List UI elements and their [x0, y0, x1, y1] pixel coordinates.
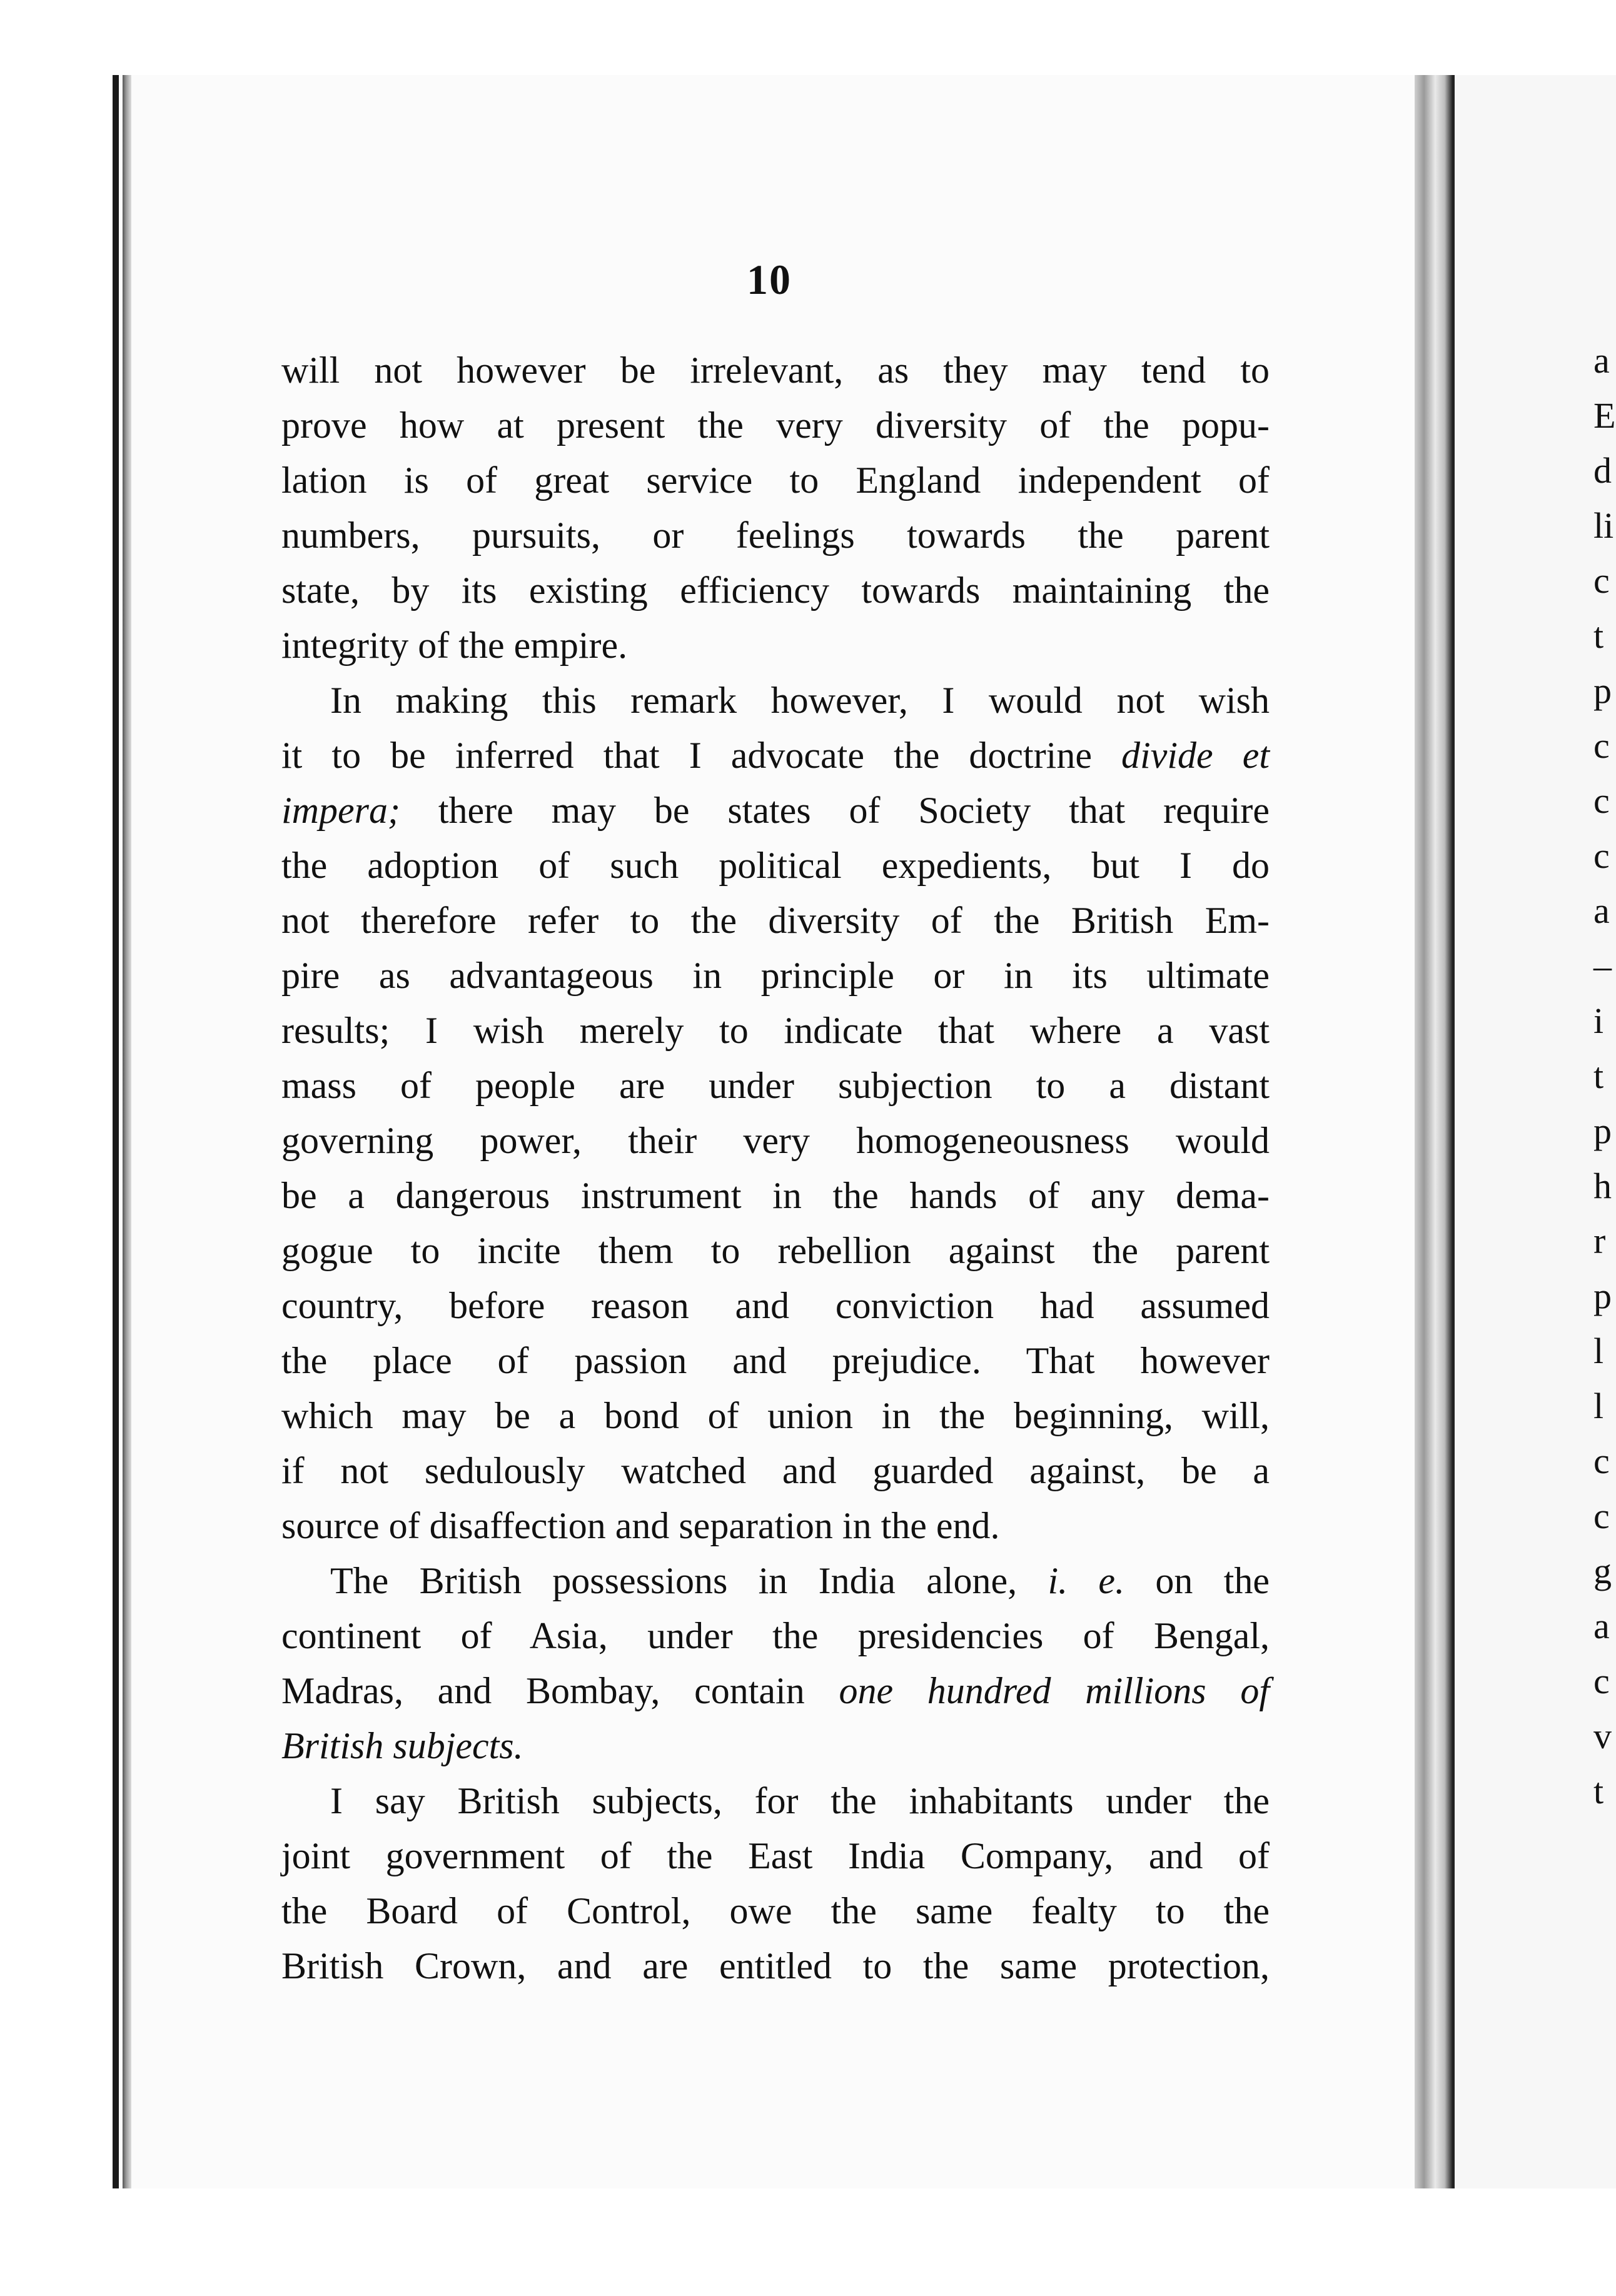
text-line: the adoption of such political expedients, but I do	[281, 845, 1270, 886]
text-line: numbers, pursuits, or feelings towards the parent	[281, 515, 1270, 556]
text-line: mass of people are under subjection to a distant	[281, 1065, 1270, 1106]
text-line	[281, 1663, 1270, 1718]
text-line	[281, 783, 1270, 838]
right-page-letter: l	[1593, 1386, 1604, 1426]
text-line: continent of Asia, under the presidencies of Bengal,	[281, 1615, 1270, 1656]
right-page-letter: i	[1593, 1000, 1604, 1041]
right-page-letter: c	[1593, 725, 1610, 766]
right-page-letter: l	[1593, 1331, 1604, 1371]
book-gutter	[1415, 75, 1452, 2188]
text-line: gogue to incite them to rebellion against the parent	[281, 1230, 1270, 1271]
text-line: state, by its existing efficiency towards maintaining the	[281, 570, 1270, 611]
text-line	[281, 1718, 1270, 1773]
text-line: results; I wish merely to indicate that where a vast	[281, 1010, 1270, 1051]
text-line: which may be a bond of union in the beginning, will,	[281, 1395, 1270, 1436]
right-page-letter: t	[1593, 1055, 1604, 1096]
right-page-letter: g	[1593, 1551, 1612, 1591]
text-line	[281, 728, 1270, 783]
page-number: 10	[747, 256, 792, 303]
text-line: if not sedulously watched and guarded against, be a	[281, 1450, 1270, 1491]
text-roman: The British possessions in India alone,	[330, 1560, 1018, 1601]
text-line: prove how at present the very diversity of the popu-	[281, 405, 1270, 446]
right-page-letter: a	[1593, 340, 1610, 381]
text-line: the place of passion and prejudice. That however	[281, 1340, 1270, 1381]
text-roman: there may be states of Society that require	[438, 790, 1270, 831]
right-page-letter: li	[1593, 505, 1614, 546]
text-line: will not however be irrelevant, as they may tend to	[281, 350, 1270, 391]
right-page-letter: t	[1593, 1771, 1604, 1811]
text-line: not therefore refer to the diversity of the British Em-	[281, 900, 1270, 941]
body-text	[281, 343, 1270, 1993]
text-line: be a dangerous instrument in the hands of any dema-	[281, 1175, 1270, 1216]
right-page-letter: d	[1593, 450, 1612, 491]
right-page-letter: t	[1593, 615, 1604, 656]
right-page-letter: a	[1593, 1606, 1610, 1646]
text-italic: British subjects.	[281, 1725, 523, 1766]
text-line: governing power, their very homogeneousness would	[281, 1120, 1270, 1161]
right-page-letter: c	[1593, 1661, 1610, 1701]
right-page-letter: E	[1593, 395, 1616, 436]
text-line: lation is of great service to England independent of	[281, 460, 1270, 501]
right-page-letter: p	[1593, 1110, 1612, 1151]
text-line	[281, 1553, 1270, 1608]
text-line: pire as advantageous in principle or in its ultimate	[281, 955, 1270, 996]
text-line: the Board of Control, owe the same fealty to the	[281, 1890, 1270, 1931]
right-page-letter: –	[1593, 945, 1612, 986]
text-line: In making this remark however, I would not wish	[330, 680, 1270, 721]
right-page-letter: r	[1593, 1221, 1606, 1261]
text-line: country, before reason and conviction had assumed	[281, 1285, 1270, 1326]
right-page-letter: c	[1593, 560, 1610, 601]
text-italic: one hundred millions of	[839, 1670, 1270, 1711]
right-page-letter: c	[1593, 1441, 1610, 1481]
text-line: source of disaffection and separation in the end.	[281, 1505, 1000, 1546]
right-page-letter: p	[1593, 670, 1612, 711]
right-page-letter: c	[1593, 835, 1610, 876]
right-page-letter: p	[1593, 1276, 1612, 1316]
text-roman: on the	[1155, 1560, 1270, 1601]
text-line: British Crown, and are entitled to the same protection,	[281, 1945, 1270, 1986]
text-roman: Madras, and Bombay, contain	[281, 1670, 805, 1711]
right-page-letter: v	[1593, 1716, 1612, 1756]
text-line: I say British subjects, for the inhabitants under the	[330, 1780, 1270, 1821]
text-line: integrity of the empire.	[281, 625, 628, 666]
text-line: joint government of the East India Company, and of	[281, 1835, 1270, 1876]
text-italic: i. e.	[1048, 1560, 1125, 1601]
right-page-fragment	[1452, 75, 1616, 2188]
text-italic: divide et	[1121, 735, 1270, 776]
text-roman: it to be inferred that I advocate the doctrine	[281, 735, 1092, 776]
right-page-letter: h	[1593, 1166, 1612, 1206]
right-page-letter: c	[1593, 780, 1610, 821]
right-page-letter: a	[1593, 890, 1610, 931]
text-italic: impera;	[281, 790, 400, 831]
right-page-letter: c	[1593, 1496, 1610, 1536]
